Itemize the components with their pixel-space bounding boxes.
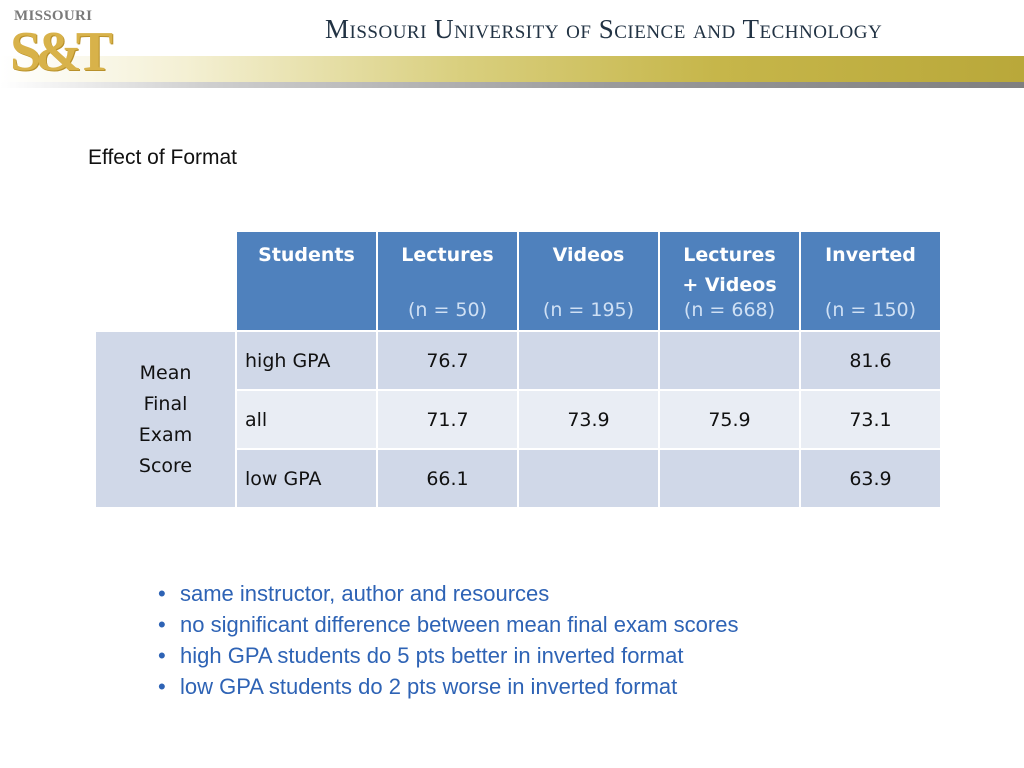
column-header xyxy=(236,231,377,331)
row-label: all xyxy=(236,390,377,449)
header-gold-band xyxy=(0,56,1024,82)
column-label: Lectures + Videos xyxy=(682,244,777,296)
university-name: Missouri University of Science and Technology xyxy=(325,14,883,44)
bullet-item xyxy=(158,640,738,671)
row-label: high GPA xyxy=(236,331,377,390)
table-cell: 71.7 xyxy=(377,390,518,449)
table-cell xyxy=(659,449,800,508)
bullet-text: no significant difference between mean final exam scores xyxy=(180,612,739,637)
column-header xyxy=(800,231,941,331)
table-cell: 73.1 xyxy=(800,390,941,449)
bullet-text: low GPA students do 2 pts worse in inverted format xyxy=(180,674,678,699)
column-label: Inverted xyxy=(825,244,916,266)
bullet-dot-icon: • xyxy=(158,674,166,699)
bullet-text: high GPA students do 5 pts better in inverted format xyxy=(180,643,684,668)
table-cell xyxy=(659,331,800,390)
row-group-header: Mean Final Exam Score xyxy=(95,331,236,508)
table-cell: 75.9 xyxy=(659,390,800,449)
row-label: low GPA xyxy=(236,449,377,508)
logo-main-text: S&T xyxy=(10,21,108,83)
column-n: (n = 195) xyxy=(542,299,635,321)
bullet-item xyxy=(158,609,738,640)
column-label: Students xyxy=(258,244,355,266)
bullet-list xyxy=(158,578,738,702)
column-header xyxy=(659,231,800,331)
column-header xyxy=(377,231,518,331)
slide-title: Effect of Format xyxy=(88,146,237,169)
bullet-item xyxy=(158,671,738,702)
table-cell: 76.7 xyxy=(377,331,518,390)
bullet-item xyxy=(158,578,738,609)
column-label: Lectures xyxy=(401,244,494,266)
table-cell: 73.9 xyxy=(518,390,659,449)
column-label: Videos xyxy=(552,244,625,266)
missouri-st-logo xyxy=(10,6,108,86)
table-cell xyxy=(518,449,659,508)
bullet-dot-icon: • xyxy=(158,612,166,637)
column-n: (n = 50) xyxy=(407,299,488,321)
column-n: (n = 668) xyxy=(683,299,776,321)
table-cell: 81.6 xyxy=(800,331,941,390)
column-n: (n = 150) xyxy=(824,299,917,321)
table-row xyxy=(95,331,941,390)
slide-header xyxy=(0,0,1024,92)
blank-corner-cell xyxy=(95,231,236,331)
bullet-dot-icon: • xyxy=(158,643,166,668)
bullet-text: same instructor, author and resources xyxy=(180,581,550,606)
table-cell: 66.1 xyxy=(377,449,518,508)
table-header-row xyxy=(95,231,941,331)
table-cell xyxy=(518,331,659,390)
column-header xyxy=(518,231,659,331)
results-table xyxy=(94,230,942,509)
logo-top-text: MISSOURI xyxy=(14,8,93,24)
header-gray-band xyxy=(0,82,1024,88)
table-cell: 63.9 xyxy=(800,449,941,508)
bullet-dot-icon: • xyxy=(158,581,166,606)
